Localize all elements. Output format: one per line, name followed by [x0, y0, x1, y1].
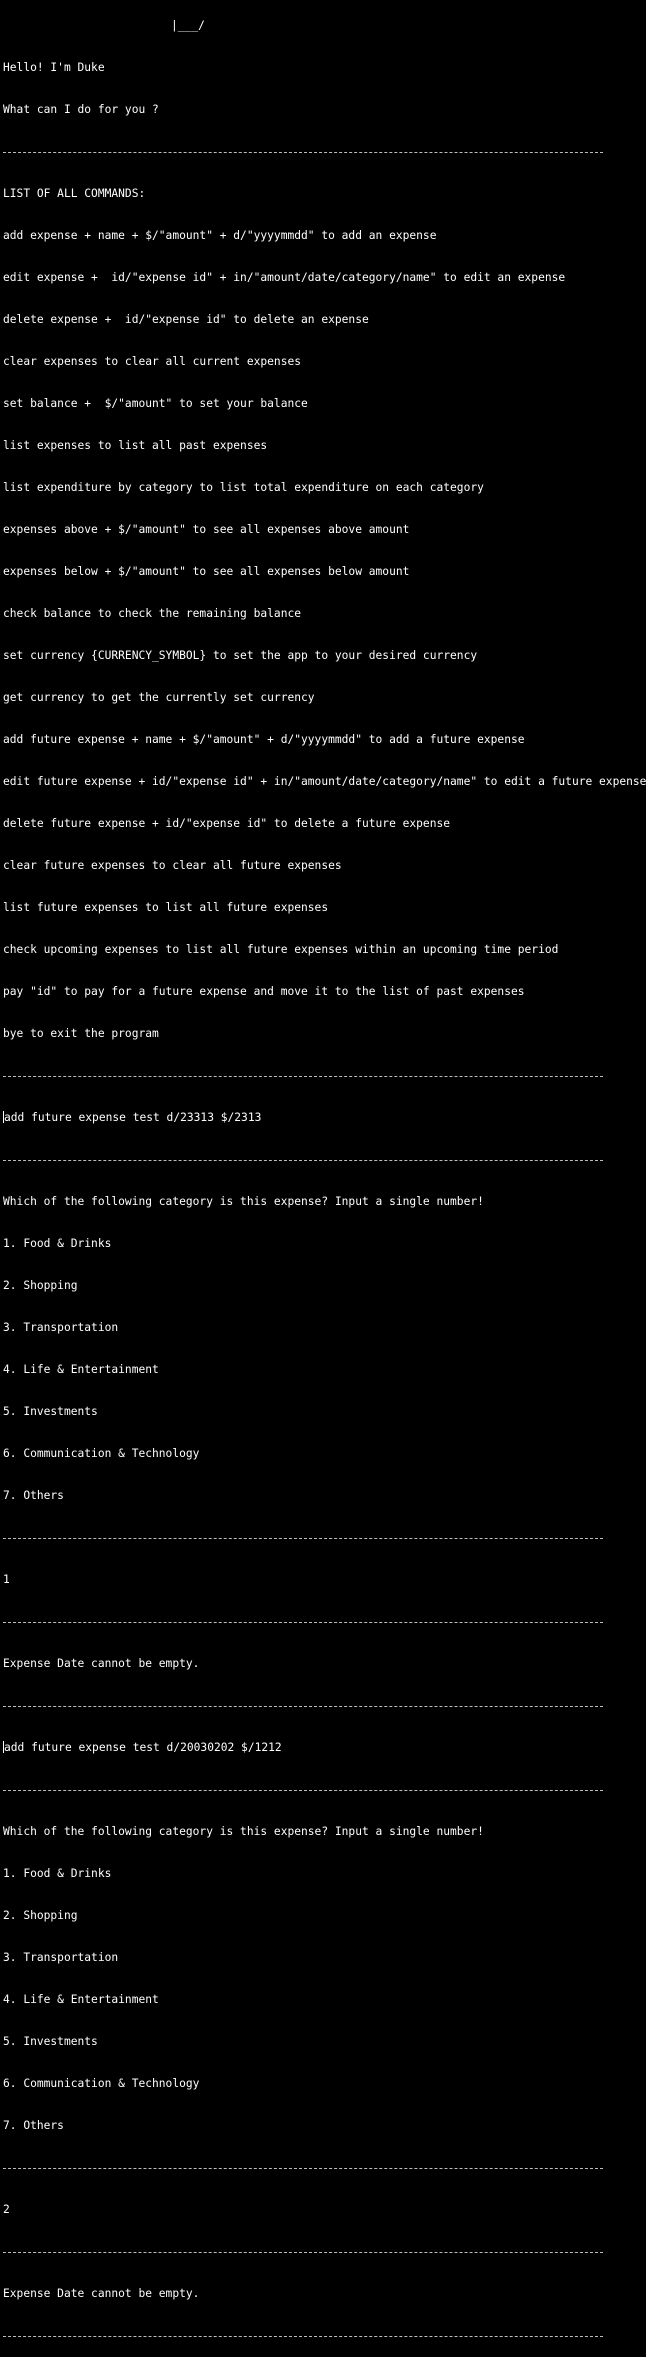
command-line: edit future expense + id/"expense id" + in/"amount/date/category/name" to edit a future expense	[3, 775, 646, 788]
command-line: list future expenses to list all future expenses	[3, 901, 329, 914]
user-input-line	[3, 1111, 643, 1125]
separator	[3, 2329, 643, 2343]
category-option: 2. Shopping	[3, 1279, 78, 1292]
category-option: 5. Investments	[3, 1405, 98, 1418]
command-line: pay "id" to pay for a future expense and move it to the list of past expenses	[3, 985, 525, 998]
category-option: 3. Transportation	[3, 1951, 119, 1964]
separator	[3, 1069, 643, 1083]
greeting-line: Hello! I'm Duke	[3, 61, 105, 74]
category-option: 7. Others	[3, 2119, 64, 2132]
command-line: set balance + $/"amount" to set your balance	[3, 397, 308, 410]
category-option: 2. Shopping	[3, 1909, 78, 1922]
ascii-logo-tail: |___/	[171, 19, 205, 32]
separator	[3, 145, 643, 159]
separator	[3, 1615, 643, 1629]
separator	[3, 2245, 643, 2259]
category-option: 4. Life & Entertainment	[3, 1993, 159, 2006]
command-line: expenses above + $/"amount" to see all expenses above amount	[3, 523, 410, 536]
command-line: delete expense + id/"expense id" to delete an expense	[3, 313, 369, 326]
user-choice-line: 1	[3, 1573, 10, 1586]
command-line: check upcoming expenses to list all future expenses within an upcoming time period	[3, 943, 559, 956]
command-line: bye to exit the program	[3, 1027, 159, 1040]
command-line: clear expenses to clear all current expenses	[3, 355, 302, 368]
command-line: list expenses to list all past expenses	[3, 439, 268, 452]
error-message: Expense Date cannot be empty.	[3, 1657, 200, 1670]
command-line: get currency to get the currently set currency	[3, 691, 315, 704]
command-line: edit expense + id/"expense id" + in/"amount/date/category/name" to edit an expense	[3, 271, 566, 284]
category-option: 5. Investments	[3, 2035, 98, 2048]
command-line: clear future expenses to clear all future expenses	[3, 859, 342, 872]
prompt-line: What can I do for you ?	[3, 103, 159, 116]
category-option: 6. Communication & Technology	[3, 1447, 200, 1460]
command-line: set currency {CURRENCY_SYMBOL} to set the app to your desired currency	[3, 649, 478, 662]
category-option: 6. Communication & Technology	[3, 2077, 200, 2090]
category-option: 7. Others	[3, 1489, 64, 1502]
command-line: expenses below + $/"amount" to see all expenses below amount	[3, 565, 410, 578]
separator	[3, 2161, 643, 2175]
separator	[3, 1153, 643, 1167]
command-line: check balance to check the remaining balance	[3, 607, 302, 620]
error-message: Expense Date cannot be empty.	[3, 2287, 200, 2300]
category-question: Which of the following category is this expense? Input a single number!	[3, 1825, 484, 1838]
command-line: add expense + name + $/"amount" + d/"yyyymmdd" to add an expense	[3, 229, 437, 242]
separator	[3, 1699, 643, 1713]
category-option: 3. Transportation	[3, 1321, 119, 1334]
category-option: 1. Food & Drinks	[3, 1867, 112, 1880]
user-input-text: add future expense test d/23313 $/2313	[4, 1111, 262, 1124]
command-line: list expenditure by category to list total expenditure on each category	[3, 481, 484, 494]
category-option: 1. Food & Drinks	[3, 1237, 112, 1250]
category-question: Which of the following category is this expense? Input a single number!	[3, 1195, 484, 1208]
separator	[3, 1531, 643, 1545]
commands-title: LIST OF ALL COMMANDS:	[3, 187, 146, 200]
terminal-output[interactable]	[3, 0, 646, 2357]
user-choice-line: 2	[3, 2203, 10, 2216]
command-line: add future expense + name + $/"amount" + d/"yyyymmdd" to add a future expense	[3, 733, 525, 746]
separator	[3, 1783, 643, 1797]
user-input-line	[3, 1741, 643, 1755]
command-line: delete future expense + id/"expense id" to delete a future expense	[3, 817, 451, 830]
user-input-text: add future expense test d/20030202 $/1212	[4, 1741, 282, 1754]
category-option: 4. Life & Entertainment	[3, 1363, 159, 1376]
